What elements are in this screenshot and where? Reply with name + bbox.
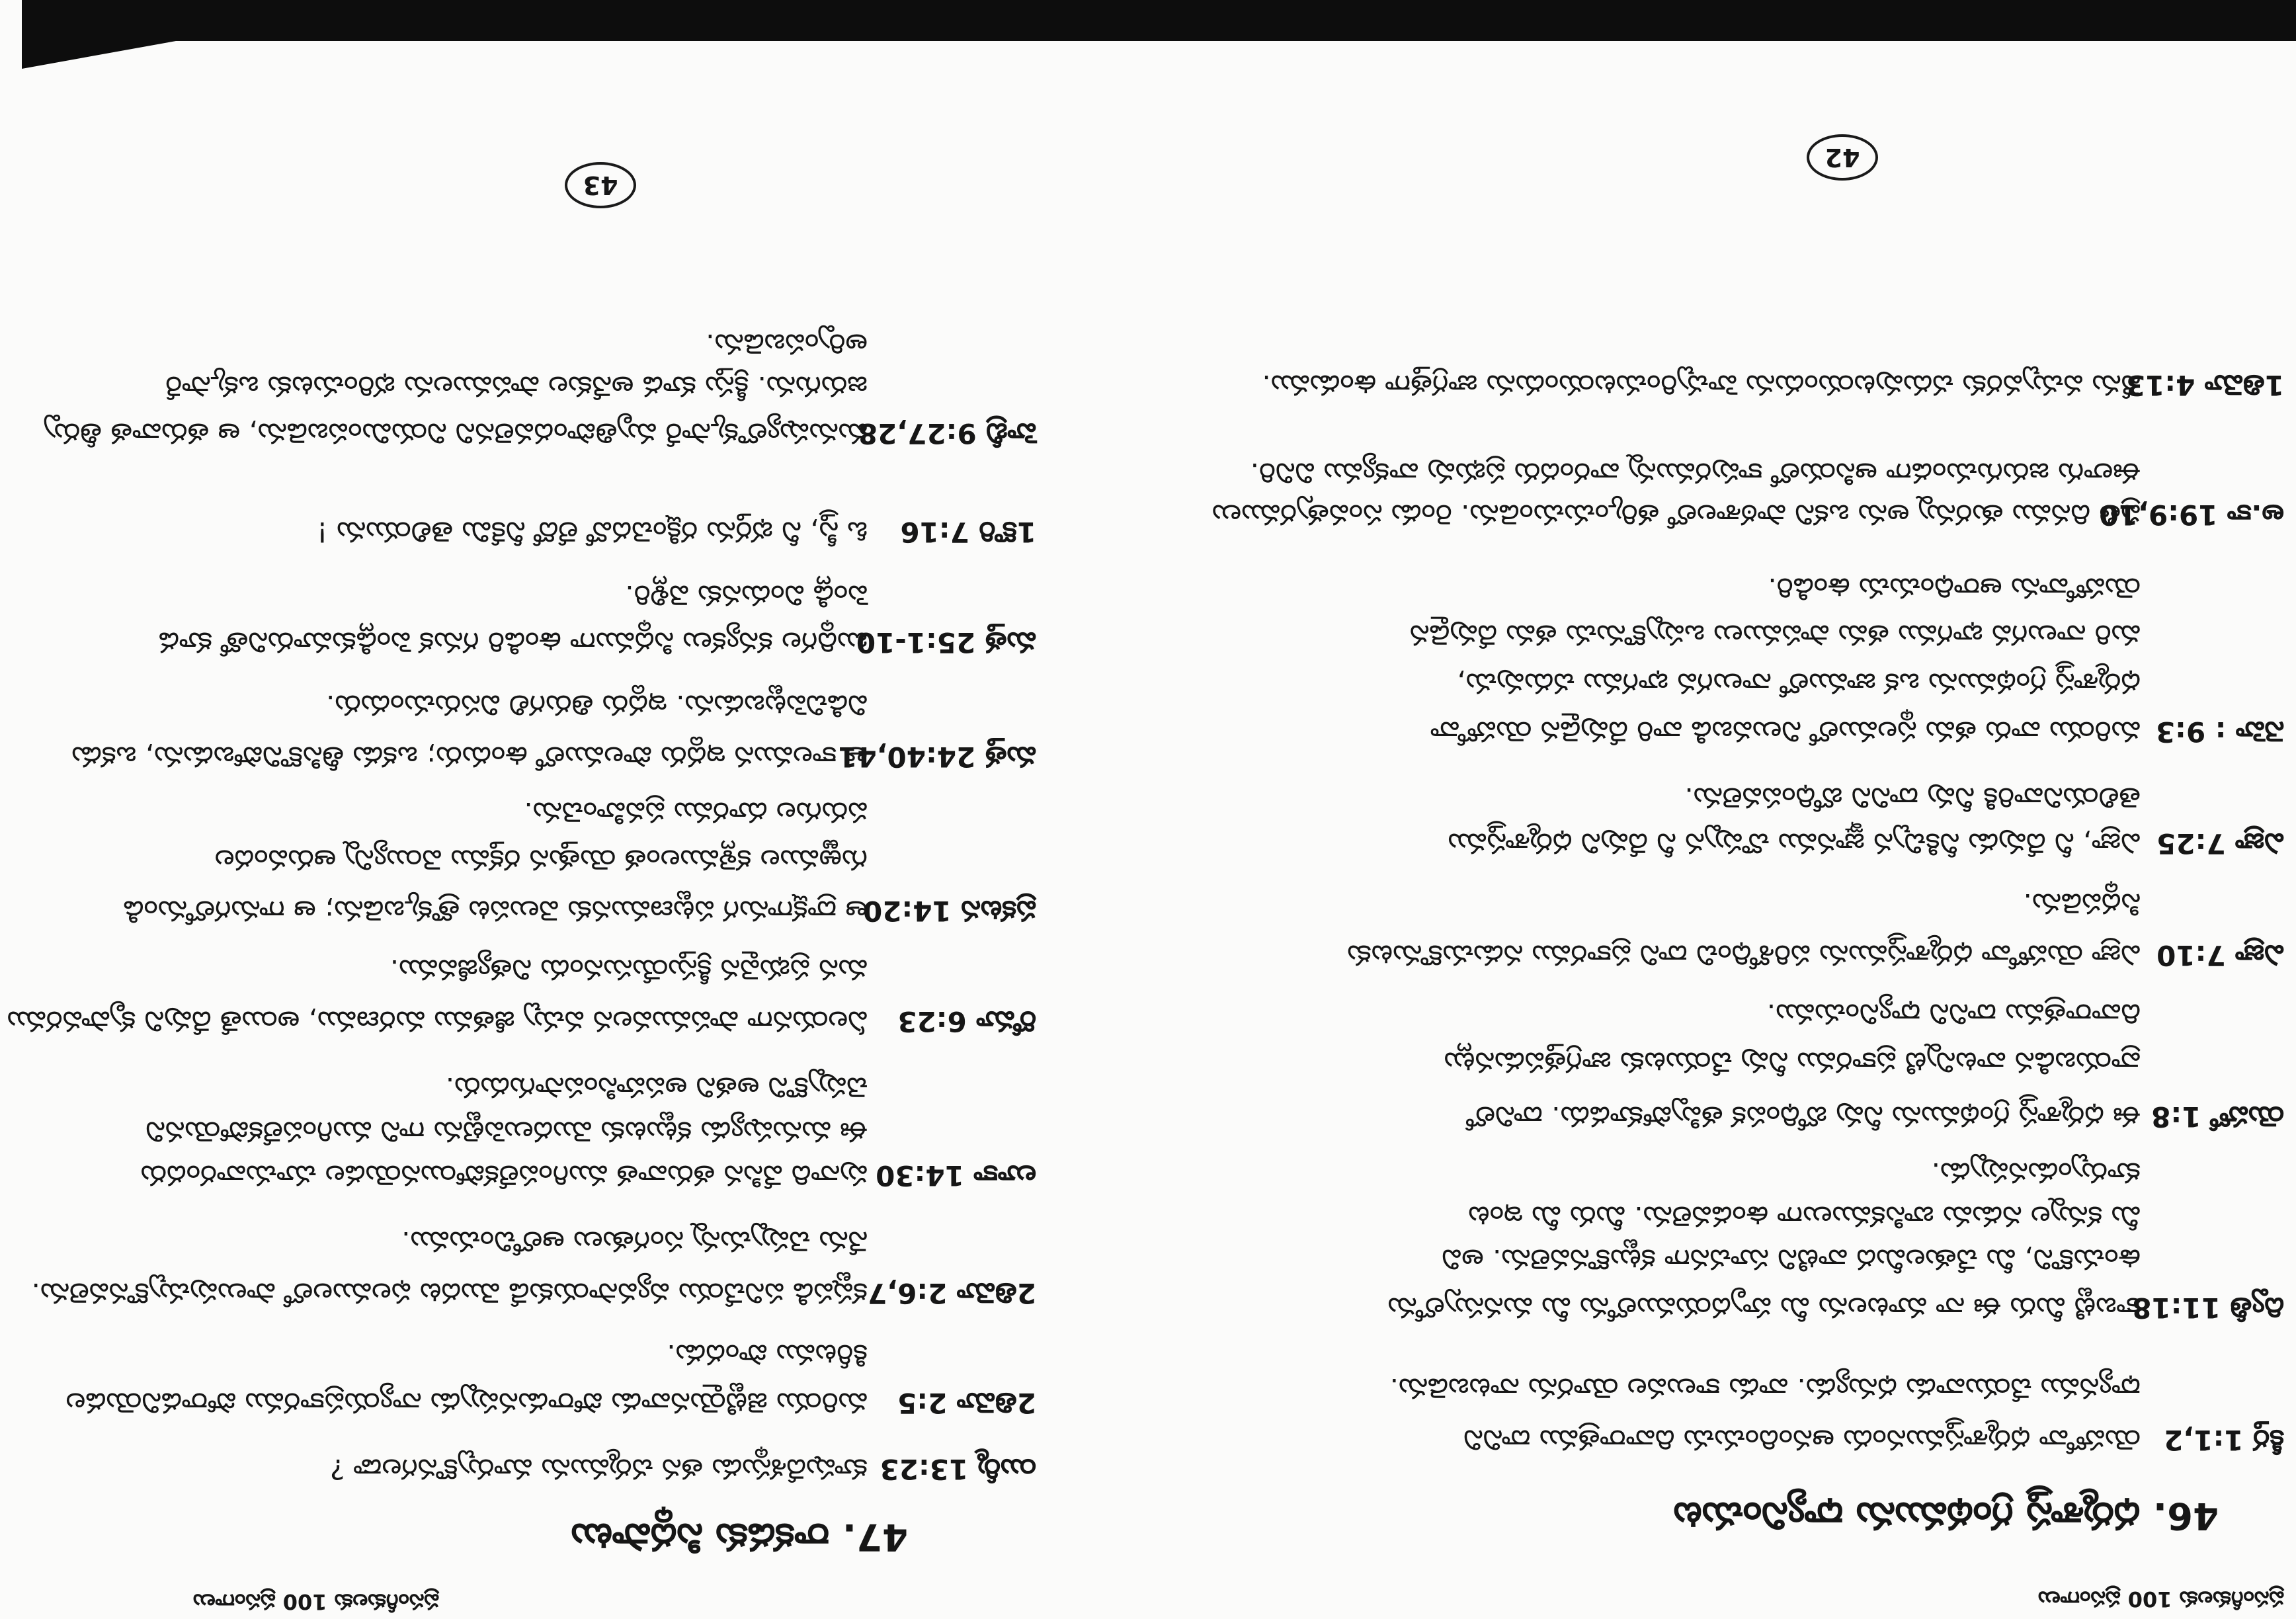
verse-line: నేను చెప్పుచున్న సంగతులు ఆలోచించుము.: [401, 1225, 868, 1258]
running-header: ప్రసంగీకులకు 100 ప్రసంగాలు: [2037, 1587, 2284, 1612]
chapter-title: 46. ధర్మశాస్త్ర గ్రంథమును ధ్యానించుట: [1673, 1494, 2219, 1537]
verse-reference: ఎజ్రా 7:25: [2156, 827, 2284, 860]
chapter-title: 47. రాకడకు సిద్ధపాటు: [571, 1515, 908, 1558]
verse-line: జరుగును. క్రీస్తు కూడ అనేకుల పాపములను భరించుటకు ఒక్కసారే: [165, 370, 868, 403]
verse-line: మీ కన్నుల నడుమ బాసికములుగా ఉండవలెను. మీరు మీ ఇంట: [1468, 1200, 2141, 1233]
verse-line: ఎజ్రా యెహోవా ధర్మశాస్త్రమును పరిశోధించి దాని ప్రకారము నడుచుకొనుటకు: [1347, 939, 2141, 972]
verse-reference: రోమా 6:23: [897, 1005, 1036, 1038]
verse-line: యెహోవాను ఆరాధించుచు ఉండిరి.: [1768, 572, 2141, 604]
verse-line: పునాది వేసిన తరువాత ముగింపలేకపోయినయెడల చూచువారందరు: [140, 1159, 868, 1192]
verse-line: తెలియనివారికి నీవు దానిని బోధింపవలెను.: [1684, 782, 2141, 814]
page-number: 42: [1807, 134, 1878, 181]
verse-line: కిరీటము పొందడు.: [667, 1339, 868, 1371]
verse-line: మరియు జెట్టియైనవాడు పోరాడునప్పుడు న్యాయప్రకారము పోరాడనియెడల: [65, 1387, 868, 1419]
verse-line: ఈలాగు జరుగుచుండగా ఆసియలో కాపురమున్న వారందరు ప్రభువు వాక్యము వినిరి.: [1250, 457, 2141, 489]
verse-line: ఓ స్త్రీ, నీ భర్తను రక్షించెదవో లేదో నీకేమి తెలియును !: [316, 516, 868, 548]
verse-reference: ప్రకటన 14:20: [862, 895, 1036, 927]
verse-reference: హెబ్రీ 9:27,28: [858, 417, 1036, 450]
verse-line: నేను వచ్చువరకు చదువుటయందును హెచ్చరించుటయందును జాగ్రత్తగా ఉండుము.: [1262, 369, 2141, 401]
verse-reference: ద్వితీ 11:18: [2132, 1292, 2284, 1324]
verse-line: అర్పింపబడెను.: [706, 328, 868, 360]
verse-reference: 1తిమో 4:13: [2125, 369, 2284, 401]
verse-line: విడిచిపెట్టబడును. ఇద్దరు తిరుగలి విసరుచుందురు.: [325, 689, 868, 722]
verse-reference: యిర్మీ 13:23: [880, 1453, 1036, 1485]
verse-reference: 2తిమో 2:5: [897, 1387, 1036, 1419]
verse-reference: మత్త 25:1-10: [856, 626, 1036, 659]
verse-reference: అ.కా 19:9,10: [2099, 499, 2284, 531]
verse-line: మనుష్యులొక్కసారే మృతిపొందవలెనని నియమింపబడెను, ఆ తరువాత తీర్పు: [44, 417, 868, 450]
verse-reference: ఎజ్రా 7:10: [2156, 939, 2284, 972]
verse-line: ధ్యానము చేయువాడు ధన్యుడు. వాడు కాలువల యోరను నాటబడెను.: [1389, 1372, 2141, 1405]
verse-line: ఏలయనగా పాపమువలన వచ్చు జీతము మరణము, అయితే దేవుని కృపావరము: [7, 1005, 868, 1038]
verse-line: ఈ మనుష్యుడు కట్టుటకు మొదలుపెట్టెను గాని ముగింపలేకపోయెనని: [145, 1116, 868, 1148]
verse-line: గుఱ్ఱముల కళ్లెములంత యెత్తున రక్తము వెయ్యిన్ని ఆరువందల: [214, 844, 868, 876]
verse-line: ఎజ్రా, నీ దేవుడు నీకిచ్చిన జ్ఞానము చొప్పున నీ దేవుని ధర్మశాస్త్రము: [1448, 827, 2141, 860]
verse-reference: నెహె : 9:3: [2155, 716, 2284, 748]
verse-line: బుద్ధిగల కన్యకలు సిద్ధముగా ఉండిరి గనుక పెండ్లికుమారునితో కూడ: [158, 626, 868, 659]
verse-reference: మత్త 24:40,41: [838, 741, 1036, 773]
running-header: ప్రసంగీకులకు 100 ప్రసంగాలు: [192, 1589, 439, 1614]
verse-line: ప్రతి దినము తురన్ను అను ఒకని పాఠశాలలో తర్కించుచుండెను. రెండు సంవత్సరములు: [1211, 499, 2141, 531]
verse-line: మరియు వారు తమ స్థలములో నిలువబడి వారి దేవుడైన యెహోవా: [1430, 716, 2141, 748]
verse-reference: లూకా 14:30: [876, 1159, 1036, 1192]
verse-line: యెహోవా ధర్మశాస్త్రమునందు ఆనందించుచు దివారాత్రము దానిని: [1463, 1424, 2141, 1456]
verse-reference: 2తిమో 2:6,7: [867, 1277, 1036, 1309]
verse-line: చెప్పుకొని అతని అపహసింపసాగుదురు.: [445, 1071, 868, 1104]
verse-line: కూర్చుండునప్పుడు.: [1931, 1157, 2141, 1189]
verse-reference: కీర్త 1:1,2: [2164, 1424, 2284, 1456]
verse-line: వ్రాయబడిన వాటన్నిటి ప్రకారము నీవు చేయుటకు జాగ్రత్తపడునట్లు: [1444, 1046, 2141, 1079]
verse-line: మరి నాలుగవ భాగము తమ పాపములు ఒప్పుకొనుచు తమ దేవుడైన: [1409, 619, 2141, 651]
verse-line: కూషుదేశస్థుడు తన చర్మమును మార్చుకొనగలడా ?: [329, 1453, 868, 1485]
black-scan-border: [22, 0, 2296, 69]
verse-line: ఆ కాలమున ఇద్దరు పొలములో ఉందురు; ఒకడు తీసికొనిపోబడును, ఒకడు: [71, 741, 868, 773]
verse-line: పెండ్లి విందునకు వెళ్లిరి.: [625, 579, 868, 612]
page-number: 43: [565, 162, 636, 208]
verse-line: ధర్మశాస్త్ర గ్రంథమును ఒక జాములో నాలుగవ భాగము చదువుచు,: [1457, 667, 2141, 700]
verse-line: ఉంచుకొని, మీ చేతులమీద వాటిని సూచనగా కట్టుకొనవలెను. అవి: [1442, 1243, 2141, 1276]
verse-line: ఈ ధర్మశాస్త్ర గ్రంథమును నీవు బోధింపక తప్పిపోకూడదు. దానిలో: [1466, 1100, 2141, 1133]
verse-line: కాబట్టి మీరు ఈ నా మాటలను మీ హృదయములోను మీ మనస్సులోను: [1387, 1292, 2141, 1324]
verse-line: సిద్ధపడెను.: [2023, 888, 2141, 920]
verse-line: ఆ ద్రాక్షగానుగ పట్టణమునకు వెలుపట త్రొక్కబడెను; ఆ గానుగలోనుండి: [123, 895, 868, 927]
verse-reference: యెహో 1:8: [2151, 1100, 2284, 1133]
verse-line: దివారాత్రము దానిని ధ్యానించుము.: [1766, 998, 2141, 1030]
verse-line: కష్టపడి పనిచేయు వ్యవసాయకుడే మొదట ఫలములలో పాలుపుచ్చుకొనవలెను.: [31, 1277, 868, 1309]
verse-reference: 1కొరి 7:16: [900, 516, 1036, 548]
verse-line: మన ప్రభువైన క్రీస్తుయేసునందు నిత్యజీవము.: [390, 954, 868, 986]
verse-line: పరుగుల దూరము ప్రవహించెను.: [524, 796, 868, 829]
